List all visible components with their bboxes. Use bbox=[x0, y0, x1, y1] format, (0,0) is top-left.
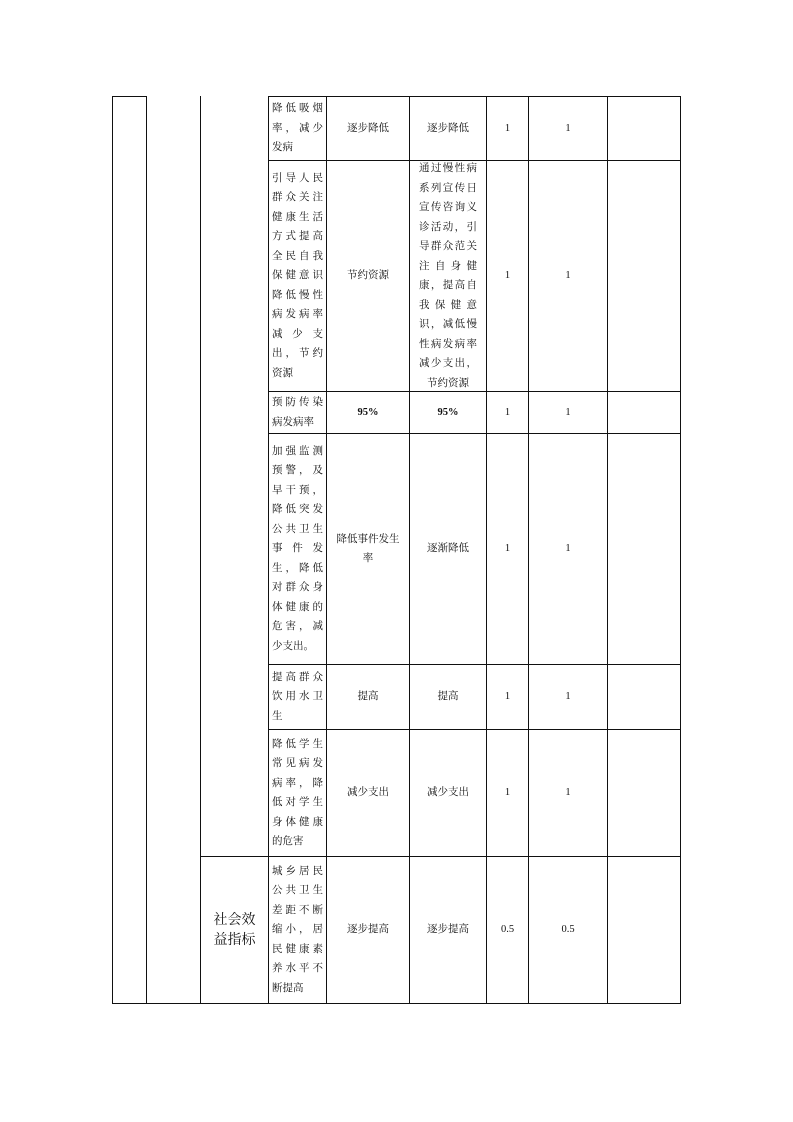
actual-text: 逐渐降低 bbox=[427, 542, 469, 555]
indicator-text: 加强监测预警，及早干预，降低突发公共卫生事件发生，降低对群众身体健康的危害，减少支出。 bbox=[272, 444, 323, 652]
target-cell bbox=[327, 730, 409, 856]
target-cell bbox=[327, 665, 409, 729]
actual-text: 95% bbox=[437, 406, 459, 418]
weight-text: 1 bbox=[504, 406, 511, 418]
weight-text: 1 bbox=[504, 691, 511, 703]
actual-text: 减少支出 bbox=[427, 786, 469, 799]
indicator-cell bbox=[269, 857, 326, 1003]
weight-cell bbox=[487, 161, 528, 391]
table-line bbox=[112, 96, 147, 97]
indicator-text: 城乡居民公共卫生差距不断缩小，居民健康素养水平不断提高 bbox=[272, 864, 323, 994]
target-cell bbox=[327, 392, 409, 433]
target-text: 减少支出 bbox=[347, 786, 389, 799]
actual-text: 逐步提高 bbox=[427, 923, 469, 936]
note-cell bbox=[608, 392, 680, 433]
table-line bbox=[112, 1003, 681, 1004]
indicator-cell bbox=[269, 161, 326, 391]
actual-cell bbox=[410, 161, 486, 391]
score-cell bbox=[529, 730, 607, 856]
score-text: 1 bbox=[565, 122, 571, 134]
indicator-cell bbox=[269, 665, 326, 729]
score-text: 0.5 bbox=[561, 924, 575, 936]
target-text: 逐步降低 bbox=[347, 121, 389, 134]
target-cell bbox=[327, 434, 409, 664]
actual-cell bbox=[410, 97, 486, 160]
weight-cell bbox=[487, 857, 528, 1003]
weight-text: 1 bbox=[504, 122, 511, 134]
weight-cell bbox=[487, 730, 528, 856]
weight-cell bbox=[487, 97, 528, 160]
actual-text: 逐步降低 bbox=[427, 121, 469, 134]
indicator-text: 引导人民群众关注健康生活方式提高全民自我保健意识降低慢性病发病率减少支出，节约资源 bbox=[272, 171, 323, 379]
score-cell bbox=[529, 392, 607, 433]
weight-text: 1 bbox=[504, 543, 511, 555]
target-cell bbox=[327, 857, 409, 1003]
note-cell bbox=[608, 857, 680, 1003]
indicator-text: 降低学生常见病发病率，降低对学生身体健康的危害 bbox=[272, 737, 323, 847]
note-cell bbox=[608, 665, 680, 729]
target-cell bbox=[327, 161, 409, 391]
score-cell bbox=[529, 161, 607, 391]
score-text: 1 bbox=[565, 270, 571, 282]
score-cell bbox=[529, 665, 607, 729]
actual-cell bbox=[410, 665, 486, 729]
indicator-cell bbox=[269, 434, 326, 664]
table-line bbox=[680, 96, 681, 1004]
actual-text: 通过慢性病系列宣传日宣传咨询义诊活动，引导群众范关注自身健康，提高自我保健意识，减低慢性病发病率减少支出，节约资源 bbox=[419, 162, 477, 389]
target-cell bbox=[327, 97, 409, 160]
indicator-text: 降低吸烟率，减少发病 bbox=[272, 102, 323, 154]
actual-cell bbox=[410, 434, 486, 664]
weight-cell bbox=[487, 665, 528, 729]
score-text: 1 bbox=[565, 543, 571, 555]
table-line bbox=[112, 96, 113, 1004]
note-cell bbox=[608, 97, 680, 160]
score-text: 1 bbox=[565, 787, 571, 799]
score-cell bbox=[529, 857, 607, 1003]
indicator-cell bbox=[269, 97, 326, 160]
target-text: 节约资源 bbox=[347, 269, 389, 282]
note-cell bbox=[608, 730, 680, 856]
note-cell bbox=[608, 434, 680, 664]
indicator-cell bbox=[269, 392, 326, 433]
target-text: 提高 bbox=[357, 690, 379, 703]
actual-cell bbox=[410, 392, 486, 433]
target-text: 95% bbox=[357, 406, 379, 418]
actual-text: 提高 bbox=[437, 690, 459, 703]
weight-text: 0.5 bbox=[500, 924, 515, 936]
note-cell bbox=[608, 161, 680, 391]
category-text: 社会效益指标 bbox=[213, 912, 256, 948]
score-cell bbox=[529, 434, 607, 664]
weight-text: 1 bbox=[504, 270, 511, 282]
table-line bbox=[146, 96, 147, 1004]
score-text: 1 bbox=[565, 406, 571, 418]
score-cell bbox=[529, 97, 607, 160]
weight-text: 1 bbox=[504, 787, 511, 799]
indicator-cell bbox=[269, 730, 326, 856]
indicator-text: 预防传染病发病率 bbox=[272, 396, 323, 428]
actual-cell bbox=[410, 730, 486, 856]
target-text: 逐步提高 bbox=[347, 923, 389, 936]
actual-cell bbox=[410, 857, 486, 1003]
weight-cell bbox=[487, 392, 528, 433]
weight-cell bbox=[487, 434, 528, 664]
score-text: 1 bbox=[565, 691, 571, 703]
category-label bbox=[201, 857, 268, 1003]
indicator-text: 提高群众饮用水卫生 bbox=[272, 670, 323, 722]
target-text: 降低事件发生率 bbox=[336, 532, 400, 564]
